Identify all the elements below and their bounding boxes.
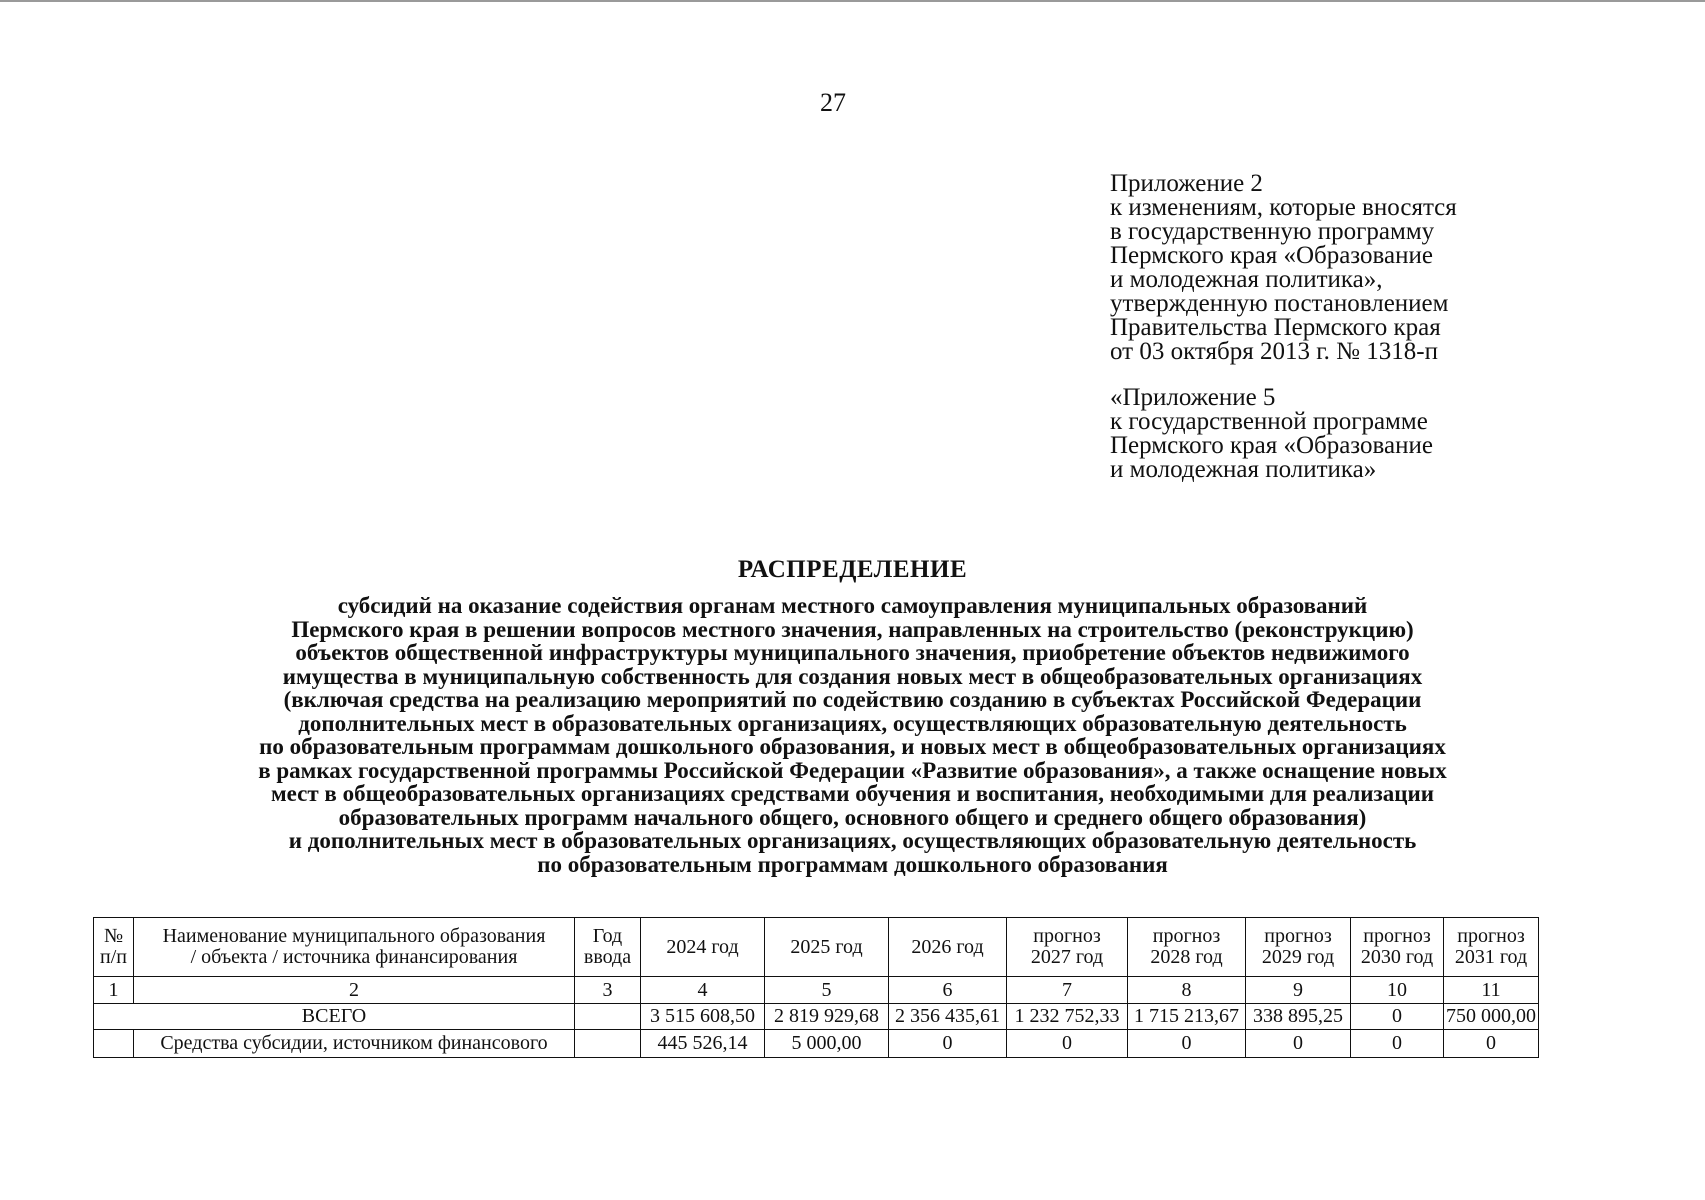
- subtitle-line: объектов общественной инфраструктуры муниципального значения, приобретение объектов недвижимого: [295, 640, 1410, 665]
- index-cell: 3: [575, 977, 641, 1004]
- total-2029: 338 895,25: [1246, 1004, 1351, 1030]
- appendix-line: и молодежная политика»,: [1110, 266, 1383, 293]
- header-year: Год ввода: [575, 918, 641, 977]
- scan-edge: [0, 0, 1705, 2]
- appendix-header: [1110, 172, 1457, 364]
- total-label: ВСЕГО: [94, 1004, 575, 1030]
- table-total-row: [94, 1004, 1539, 1030]
- subtitle-line: в рамках государственной программы Российской Федерации «Развитие образования», а также оснащение новых: [258, 757, 1447, 783]
- appendix-line: к изменениям, которые вносятся: [1110, 194, 1457, 221]
- subtitle-line: по образовательным программам дошкольного образования, и новых мест в общеобразовательных организациях: [259, 734, 1446, 759]
- header-2025: 2025 год: [765, 918, 889, 977]
- appendix-inner-line: и молодежная политика»: [1110, 456, 1377, 483]
- row-2027: 0: [1007, 1030, 1128, 1058]
- index-cell: 2: [134, 977, 575, 1004]
- header-num: № п/п: [94, 918, 134, 977]
- header-2026: 2026 год: [889, 918, 1007, 977]
- header-2027: прогноз 2027 год: [1007, 918, 1128, 977]
- table-row: [94, 1030, 1539, 1058]
- appendix-inner-line: Пермского края «Образование: [1110, 432, 1433, 459]
- index-cell: 10: [1351, 977, 1444, 1004]
- appendix-inner-line: «Приложение 5: [1110, 384, 1276, 411]
- row-2031: 0: [1444, 1030, 1539, 1058]
- appendix-line: Приложение 2: [1110, 170, 1263, 197]
- index-cell: 1: [94, 977, 134, 1004]
- document-title: РАСПРЕДЕЛЕНИЕ: [737, 556, 968, 583]
- row-num: [94, 1030, 134, 1058]
- header-2031: прогноз 2031 год: [1444, 918, 1539, 977]
- subtitle-line: по образовательным программам дошкольного образования: [537, 851, 1168, 877]
- total-2031: 750 000,00: [1444, 1004, 1539, 1030]
- subtitle-line: и дополнительных мест в образовательных организациях, осуществляющих образовательную деятельность: [288, 828, 1417, 853]
- row-label: Средства субсидии, источником финансового: [134, 1030, 575, 1058]
- appendix-inner-header: [1110, 386, 1433, 482]
- appendix-line: Пермского края «Образование: [1110, 242, 1433, 269]
- row-2024: 445 526,14: [641, 1030, 765, 1058]
- document-subtitle: [0, 594, 1705, 876]
- distribution-table: [93, 917, 1539, 1058]
- page-number: 27: [820, 88, 846, 117]
- header-2024: 2024 год: [641, 918, 765, 977]
- row-2030: 0: [1351, 1030, 1444, 1058]
- index-cell: 8: [1128, 977, 1246, 1004]
- appendix-inner-line: к государственной программе: [1110, 408, 1428, 435]
- total-year: [575, 1004, 641, 1030]
- header-2030: прогноз 2030 год: [1351, 918, 1444, 977]
- subtitle-line: субсидий на оказание содействия органам местного самоуправления муниципальных образований: [337, 593, 1368, 618]
- table-header-row: [94, 918, 1539, 977]
- index-cell: 11: [1444, 977, 1539, 1004]
- subtitle-line: дополнительных мест в образовательных организациях, осуществляющих образовательную деятельность: [298, 710, 1407, 736]
- total-2030: 0: [1351, 1004, 1444, 1030]
- total-2028: 1 715 213,67: [1128, 1004, 1246, 1030]
- index-cell: 9: [1246, 977, 1351, 1004]
- subtitle-line: Пермского края в решении вопросов местного значения, направленных на строительство (реконструкцию): [291, 616, 1414, 642]
- row-2029: 0: [1246, 1030, 1351, 1058]
- subtitle-line: имущества в муниципальную собственность для создания новых мест в общеобразовательных организациях: [282, 663, 1423, 689]
- header-2029: прогноз 2029 год: [1246, 918, 1351, 977]
- subtitle-line: мест в общеобразовательных организациях средствами обучения и воспитания, необходимыми для реализации: [270, 781, 1435, 806]
- header-name: Наименование муниципального образования / объекта / источника финансирования: [134, 918, 575, 977]
- index-cell: 4: [641, 977, 765, 1004]
- row-2026: 0: [889, 1030, 1007, 1058]
- appendix-line: в государственную программу: [1110, 218, 1435, 245]
- index-cell: 5: [765, 977, 889, 1004]
- index-cell: 6: [889, 977, 1007, 1004]
- appendix-line: утвержденную постановлением: [1110, 290, 1449, 317]
- appendix-line: от 03 октября 2013 г. № 1318-п: [1110, 338, 1438, 365]
- row-year: [575, 1030, 641, 1058]
- total-2026: 2 356 435,61: [889, 1004, 1007, 1030]
- row-2025: 5 000,00: [765, 1030, 889, 1058]
- total-2025: 2 819 929,68: [765, 1004, 889, 1030]
- index-cell: 7: [1007, 977, 1128, 1004]
- total-2024: 3 515 608,50: [641, 1004, 765, 1030]
- table-index-row: [94, 977, 1539, 1004]
- row-2028: 0: [1128, 1030, 1246, 1058]
- total-2027: 1 232 752,33: [1007, 1004, 1128, 1030]
- appendix-line: Правительства Пермского края: [1110, 314, 1441, 341]
- subtitle-line: образовательных программ начального общего, основного общего и среднего общего образования): [338, 804, 1367, 830]
- header-2028: прогноз 2028 год: [1128, 918, 1246, 977]
- subtitle-line: (включая средства на реализацию мероприятий по содействию созданию в субъектах Российской Федерации: [283, 687, 1422, 712]
